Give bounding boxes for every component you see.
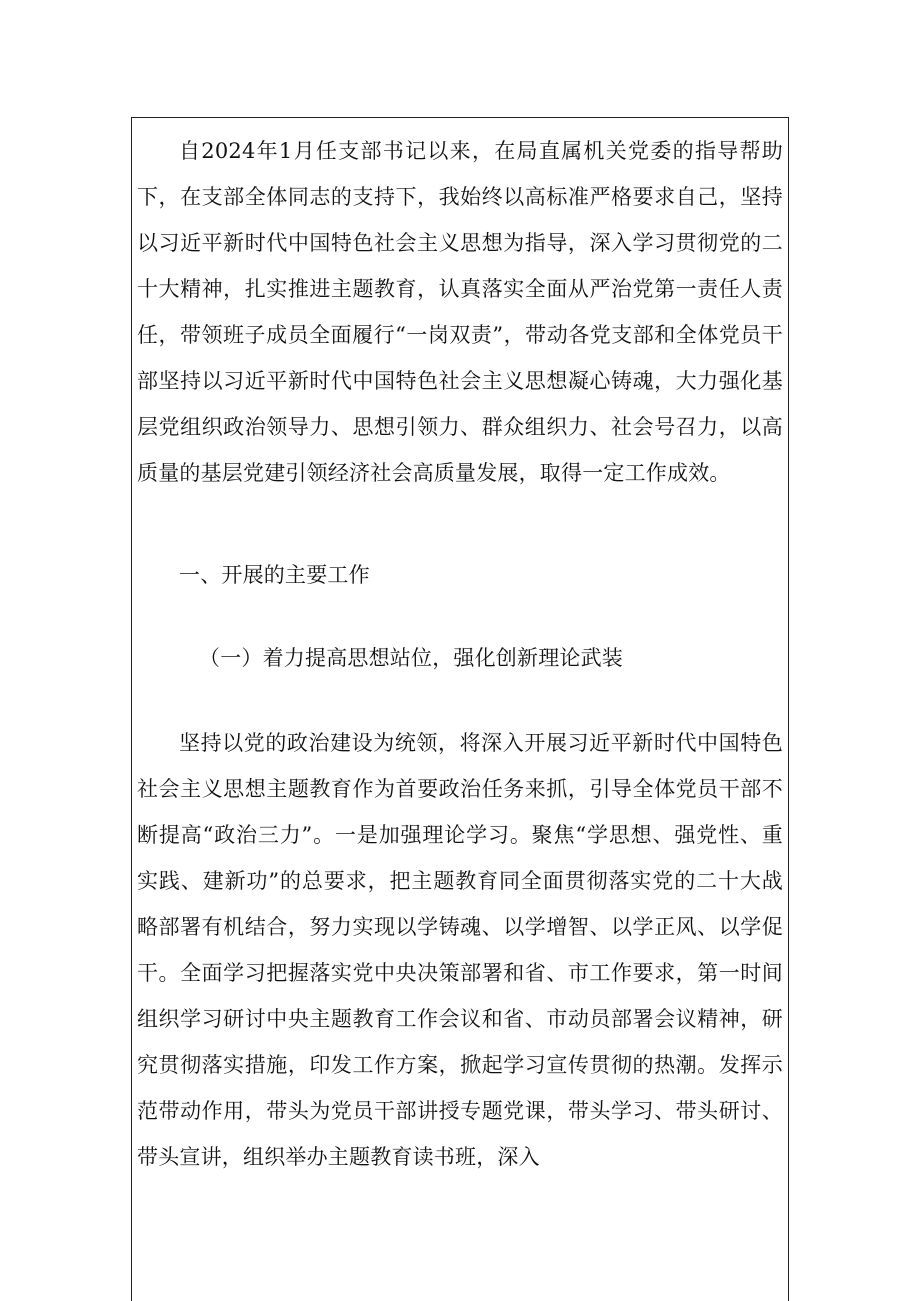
section-heading: 一、开展的主要工作 <box>179 563 370 587</box>
body-paragraph: 坚持以党的政治建设为统领，将深入开展习近平新时代中国特色社会主义思想主题教育作为首要政治任务来抓，引导全体党员干部不断提高“政治三力”。一是加强理论学习。聚焦“学思想、强党性、重实践、建新功”的总要求，把主题教育同全面贯彻落实党的二十大战略部署有机结合，努力实现以学铸魂、以学增智、以学正风、以学促干。全面学习把握落实党中央决策部署和省、市工作要求，第一时间组织学习研讨中央主题教育工作会议和省、市动员部署会议精神，研究贯彻落实措施，印发工作方案，掀起学习宣传贯彻的热潮。发挥示范带动作用，带头为党员干部讲授专题党课，带头学习、带头研讨、带头宣讲，组织举办主题教育读书班，深入 <box>137 731 783 1169</box>
subsection-heading: （一）着力提高思想站位，强化创新理论武装 <box>199 646 623 670</box>
intro-paragraph: 自2024年1月任支部书记以来，在局直属机关党委的指导帮助下，在支部全体同志的支持下，我始终以高标准严格要求自己，坚持以习近平新时代中国特色社会主义思想为指导，深入学习贯彻党的二十大精神，扎实推进主题教育，认真落实全面从严治党第一责任人责任，带领班子成员全面履行“一岗双责”，带动各党支部和全体党员干部坚持以习近平新时代中国特色社会主义思想凝心铸魂，大力强化基层党组织政治领导力、思想引领力、群众组织力、社会号召力，以高质量的基层党建引领经济社会高质量发展，取得一定工作成效。 <box>137 139 783 485</box>
